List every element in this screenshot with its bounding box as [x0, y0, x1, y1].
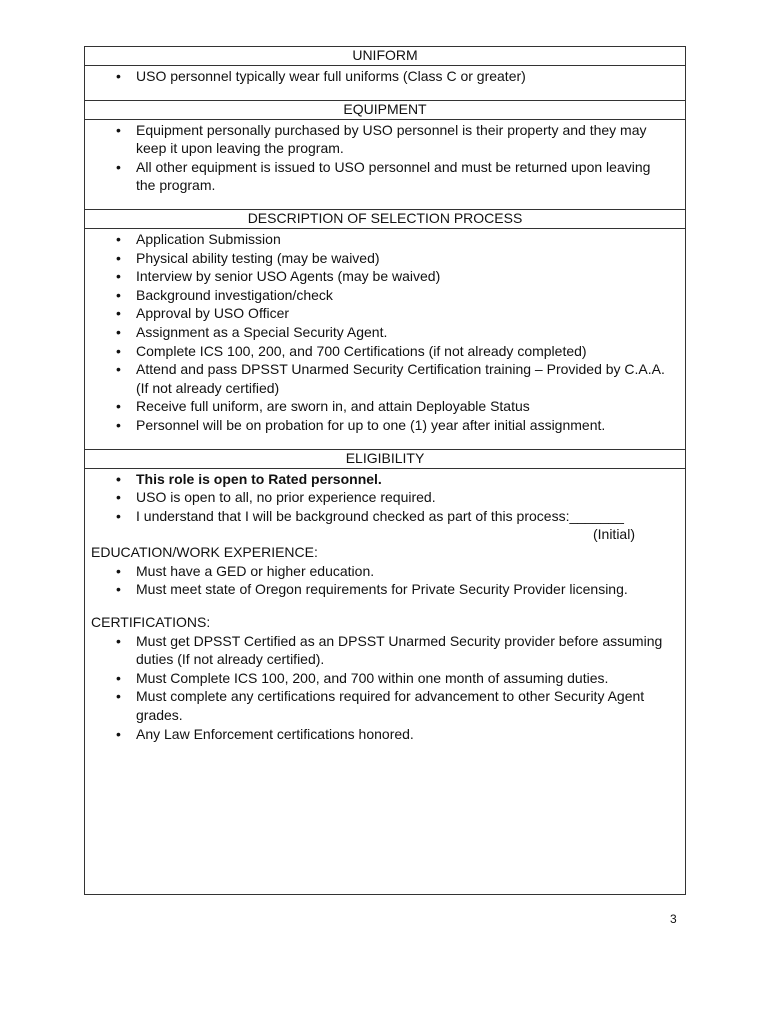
equipment-section — [85, 120, 685, 209]
list-item: • All other equipment is issued to USO personnel and must be returned upon leaving the program. — [85, 158, 685, 195]
list-item: • This role is open to Rated personnel. — [85, 470, 685, 489]
selection-header: DESCRIPTION OF SELECTION PROCESS — [85, 209, 685, 229]
initial-label: (Initial) — [592, 526, 635, 543]
list-item: • Physical ability testing (may be waived) — [85, 249, 685, 268]
education-header: EDUCATION/WORK EXPERIENCE: — [91, 544, 318, 561]
list-item: • Background investigation/check — [85, 286, 685, 305]
uniform-section — [85, 66, 685, 100]
list-item: • Must get DPSST Certified as an DPSST Unarmed Security provider before assuming duties (If not already certified). — [85, 632, 685, 669]
list-item: • Assignment as a Special Security Agent. — [85, 323, 685, 342]
list-item: • Any Law Enforcement certifications honored. — [85, 725, 685, 744]
list-item: • I understand that I will be background checked as part of this process:_______ — [85, 507, 685, 526]
eligibility-section — [85, 469, 685, 744]
selection-section — [85, 229, 685, 449]
list-item: • Personnel will be on probation for up to one (1) year after initial assignment. — [85, 416, 685, 435]
list-item: • Equipment personally purchased by USO personnel is their property and they may keep it upon leaving the program. — [85, 121, 685, 158]
page-number: 3 — [670, 912, 677, 926]
list-item: • USO personnel typically wear full uniforms (Class C or greater) — [85, 67, 685, 86]
uniform-header: UNIFORM — [85, 47, 685, 66]
list-item: • Application Submission — [85, 230, 685, 249]
certifications-header: CERTIFICATIONS: — [91, 614, 211, 631]
list-item: • Must complete any certifications required for advancement to other Security Agent grades. — [85, 687, 685, 724]
eligibility-header: ELIGIBILITY — [85, 449, 685, 469]
list-item: • Must have a GED or higher education. — [85, 562, 685, 581]
list-item: • Approval by USO Officer — [85, 304, 685, 323]
list-item: • Receive full uniform, are sworn in, and attain Deployable Status — [85, 397, 685, 416]
list-item: • Interview by senior USO Agents (may be waived) — [85, 267, 685, 286]
list-item: • Must meet state of Oregon requirements for Private Security Provider licensing. — [85, 580, 685, 599]
list-item: • USO is open to all, no prior experience required. — [85, 488, 685, 507]
list-item: • Must Complete ICS 100, 200, and 700 within one month of assuming duties. — [85, 669, 685, 688]
document-box — [84, 46, 686, 895]
equipment-header: EQUIPMENT — [85, 100, 685, 120]
list-item: • Attend and pass DPSST Unarmed Security Certification training – Provided by C.A.A. (If not already certified) — [85, 360, 685, 397]
list-item: • Complete ICS 100, 200, and 700 Certifications (if not already completed) — [85, 342, 685, 361]
